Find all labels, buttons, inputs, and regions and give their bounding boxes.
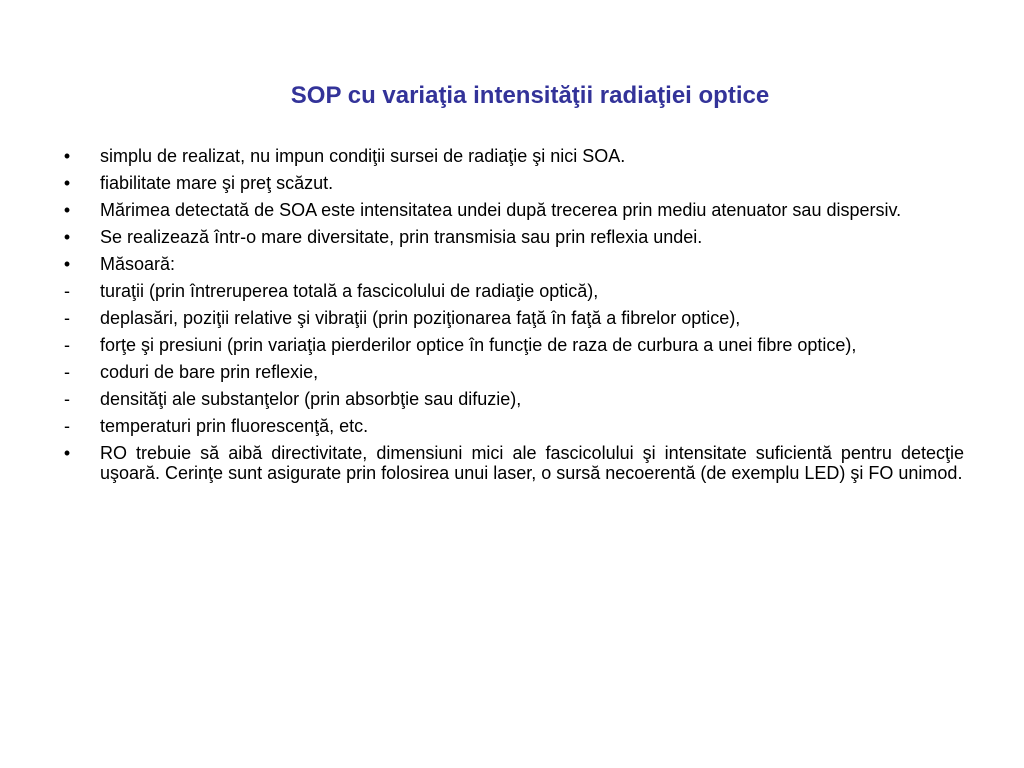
list-item-text: Măsoară: xyxy=(100,254,176,274)
list-item-text: Se realizează într-o mare diversitate, prin transmisia sau prin reflexia undei. xyxy=(100,227,703,247)
list-item xyxy=(60,389,964,409)
list-item xyxy=(60,173,964,193)
list-item xyxy=(60,281,964,301)
bullet-marker: • xyxy=(63,173,71,193)
dash-marker: - xyxy=(64,362,70,382)
list-item-text: temperaturi prin fluorescenţă, etc. xyxy=(100,416,369,436)
bullet-marker: • xyxy=(63,443,71,463)
dash-marker: - xyxy=(64,281,70,301)
list-item xyxy=(60,227,964,247)
list-item-text: Mărimea detectată de SOA este intensitatea undei după trecerea prin mediu atenuator sau dispersiv. xyxy=(100,200,902,220)
list-item xyxy=(60,308,964,328)
dash-marker: - xyxy=(64,308,70,328)
list-item-text: simplu de realizat, nu impun condiţii sursei de radiaţie şi nici SOA. xyxy=(100,146,626,166)
slide-title: SOP cu variaţia intensităţii radiaţiei optice xyxy=(290,82,770,109)
dash-marker: - xyxy=(64,389,70,409)
list-item xyxy=(60,362,964,382)
list-item-text: coduri de bare prin reflexie, xyxy=(100,362,319,382)
list-item xyxy=(60,200,964,220)
list-item-text: RO trebuie să aibă directivitate, dimensiuni mici ale fascicolului şi intensitate suficientă pentru detecţie uşoară. Cerinţe sunt asigurate prin folosirea unui laser, o sursă necoerentă (de exemplu LED) şi FO unimod. xyxy=(100,443,964,483)
list-item-text: turaţii (prin întreruperea totală a fascicolului de radiaţie optică), xyxy=(100,281,599,301)
list-item xyxy=(60,146,964,166)
list-item xyxy=(60,254,964,274)
list-item-text: deplasări, poziţii relative şi vibraţii (prin poziţionarea faţă în faţă a fibrelor optice), xyxy=(100,308,741,328)
list-item-text: forţe şi presiuni (prin variaţia pierderilor optice în funcţie de raza de curbura a unei fibre optice), xyxy=(100,335,857,355)
bullet-marker: • xyxy=(63,200,71,220)
list-item-text: densităţi ale substanţelor (prin absorbţie sau difuzie), xyxy=(100,389,522,409)
bullet-marker: • xyxy=(63,227,71,247)
dash-marker: - xyxy=(64,335,70,355)
list-item xyxy=(60,443,964,483)
bullet-list xyxy=(60,146,964,490)
bullet-marker: • xyxy=(63,254,71,274)
dash-marker: - xyxy=(64,416,70,436)
list-item xyxy=(60,335,964,355)
list-item xyxy=(60,416,964,436)
bullet-marker: • xyxy=(63,146,71,166)
list-item-text: fiabilitate mare şi preţ scăzut. xyxy=(100,173,334,193)
